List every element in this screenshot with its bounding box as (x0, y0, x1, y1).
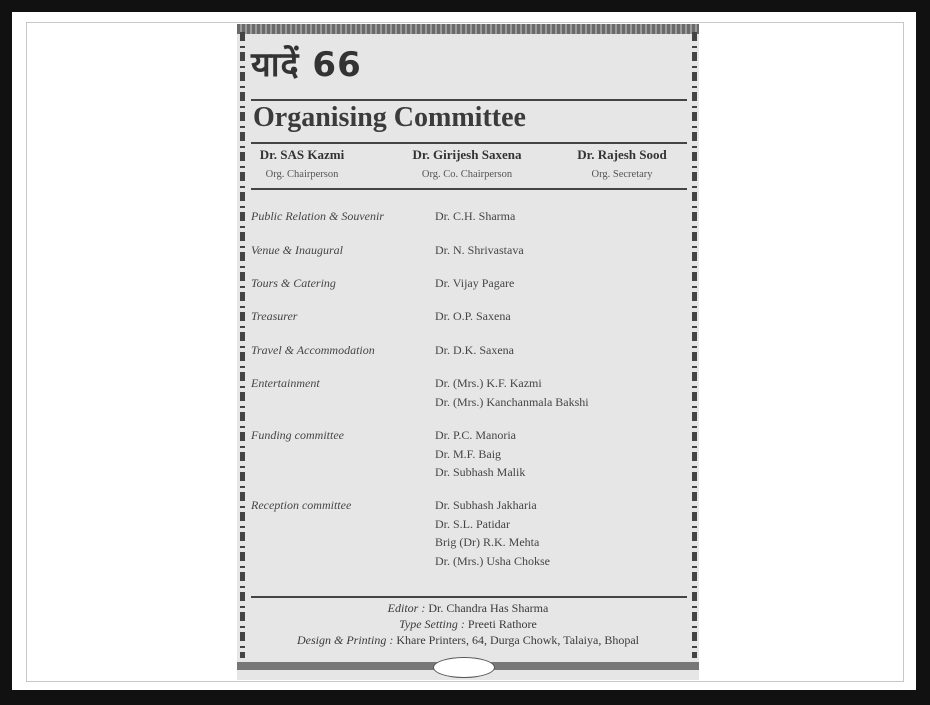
committee-member: Dr. D.K. Saxena (435, 343, 514, 357)
title-rule-top (251, 99, 687, 101)
committee-role: Entertainment (251, 376, 320, 390)
credit-value: Preeti Rathore (467, 617, 537, 631)
committee-member: Brig (Dr) R.K. Mehta (435, 535, 540, 549)
officer-co-chairperson (392, 147, 542, 180)
officer-name: Dr. SAS Kazmi (259, 147, 345, 162)
committee-member: Dr. (Mrs.) Usha Chokse (435, 553, 550, 568)
committee-member: Dr. Subhash Jakharia (435, 498, 537, 512)
credit-printing (237, 632, 699, 648)
committee-role: Tours & Catering (251, 276, 336, 290)
top-decorative-bar (237, 24, 699, 34)
credits-block (237, 600, 699, 648)
committee-member: Dr. P.C. Manoria (435, 428, 516, 442)
committee-member: Dr. C.H. Sharma (435, 209, 516, 223)
committee-member: Dr. Subhash Malik (435, 465, 526, 479)
credit-key: Design & Printing : (297, 633, 394, 647)
officers-rule (251, 188, 687, 190)
credit-value: Khare Printers, 64, Durga Chowk, Talaiya, Bhopal (396, 633, 639, 647)
credit-key: Editor : (387, 601, 426, 615)
officer-secretary (547, 147, 697, 180)
officer-name: Dr. Girijesh Saxena (412, 147, 522, 162)
right-dashed-border (692, 32, 697, 658)
committee-role: Venue & Inaugural (251, 243, 343, 257)
committee-role: Treasurer (251, 309, 298, 323)
page-number-oval (433, 657, 495, 678)
committee-member: Dr. O.P. Saxena (435, 309, 511, 323)
committee-role: Reception committee (251, 498, 352, 512)
credit-editor (237, 600, 699, 616)
committee-member: Dr. Vijay Pagare (435, 276, 515, 290)
officer-role: Org. Chairperson (265, 169, 339, 180)
officer-role: Org. Secretary (591, 169, 653, 180)
document-page (237, 24, 699, 680)
credit-key: Type Setting : (399, 617, 465, 631)
hindi-title: यादें 66 (251, 45, 362, 85)
officer-name: Dr. Rajesh Sood (577, 147, 667, 162)
committee-role: Funding committee (251, 428, 344, 442)
officer-chairperson (237, 147, 377, 180)
credit-typesetting (237, 616, 699, 632)
committee-role: Travel & Accommodation (251, 343, 375, 357)
committee-member: Dr. S.L. Patidar (435, 516, 510, 531)
committee-role: Public Relation & Souvenir (251, 209, 384, 223)
officer-role: Org. Co. Chairperson (421, 169, 513, 180)
credits-rule (251, 596, 687, 598)
heading-rule (251, 142, 687, 144)
committee-member: Dr. N. Shrivastava (435, 243, 524, 257)
committee-member: Dr. (Mrs.) K.F. Kazmi (435, 376, 542, 390)
page-heading: Organising Committee (253, 102, 526, 133)
committee-member: Dr. M.F. Baig (435, 446, 502, 461)
credit-value: Dr. Chandra Has Sharma (428, 601, 549, 615)
committee-member: Dr. (Mrs.) Kanchanmala Bakshi (435, 394, 589, 409)
left-dashed-border (240, 32, 245, 658)
